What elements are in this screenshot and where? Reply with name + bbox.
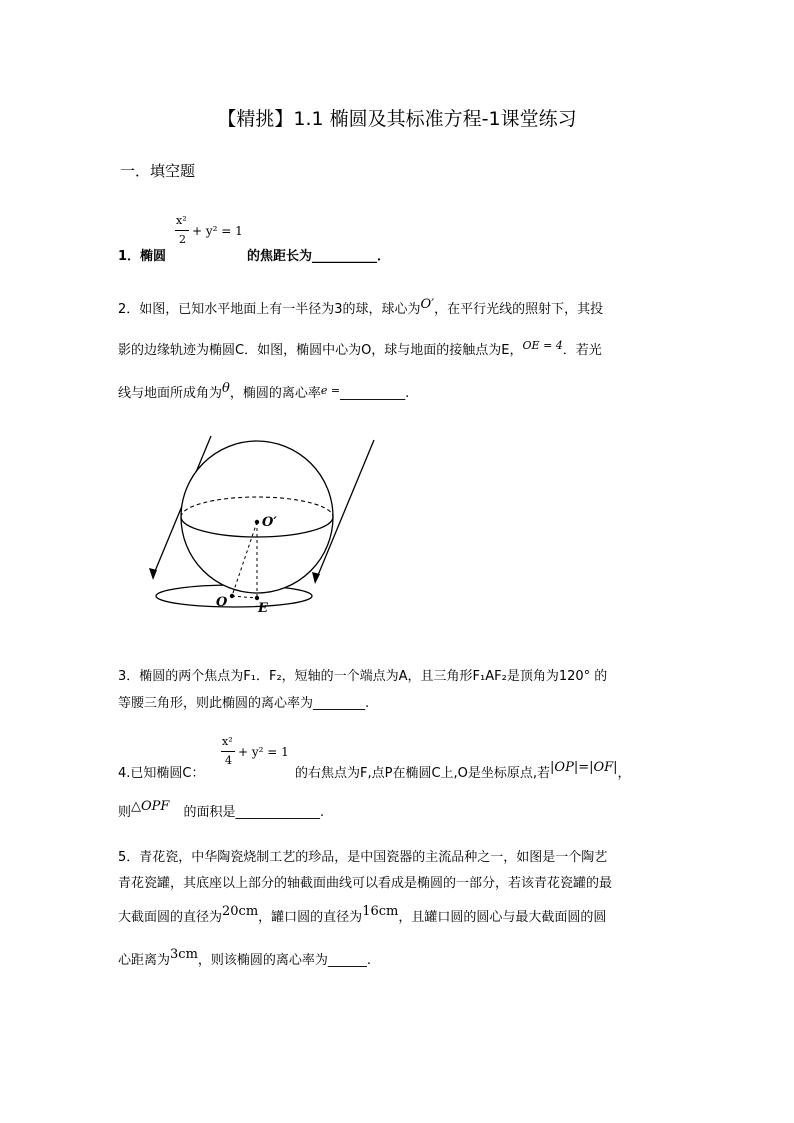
q4-line-2 [118, 801, 324, 820]
page-title: 【精挑】1.1 椭圆及其标准方程-1课堂练习 [217, 108, 577, 130]
q2-text: ，椭圆的离心率 [229, 386, 321, 401]
q5-line-1: 5．青花瓷，中华陶瓷烧制工艺的珍品，是中国瓷器的主流品种之一，如图是一个陶艺 [118, 850, 608, 865]
q5-3cm: 3cm [170, 947, 198, 962]
q2-text: 线与地面所成角为 [118, 386, 223, 401]
q2-e-eq: e = [320, 384, 341, 397]
q2-line-1 [118, 298, 603, 317]
q4-equation-rest: + y² = 1 [238, 745, 289, 759]
q4-text: 的右焦点为F,点P在椭圆C上,O是坐标原点,若 [295, 766, 551, 781]
q5-16cm: 16cm [362, 904, 399, 919]
q3-line-1: 3．椭圆的两个焦点为F₁．F₂，短轴的一个端点为A，且三角形F₁AF₂是顶角为120° 的 [118, 669, 608, 684]
q5-text: ，则该椭圆的离心率为______. [197, 953, 372, 968]
q5-20cm: 20cm [222, 904, 259, 919]
q2-line-3 [118, 382, 409, 401]
o-to-e-line [232, 596, 257, 598]
center-point [255, 520, 259, 524]
q2-text: ．若光 [562, 343, 602, 358]
q4-fraction-bar [221, 751, 235, 752]
right-ray-arrowhead [312, 572, 320, 584]
q4-condition: |OP|=|OF| [550, 760, 618, 775]
q2-text: ，在平行光线的照射下，其投 [434, 302, 604, 317]
section-heading: 一．填空题 [120, 162, 196, 180]
q2-theta: θ [222, 381, 230, 396]
q5-text: ，且罐口圆的圆心与最大截面圆的圆 [398, 910, 607, 925]
q1-denominator: 2 [179, 233, 186, 246]
q2-text: __________. [340, 386, 410, 401]
q5-line-2: 青花瓷罐，其底座以上部分的轴截面曲线可以看成是椭圆的一部分，若该青花瓷罐的最 [118, 876, 613, 891]
point-o [230, 594, 234, 598]
q1-tail: 的焦距长为__________． [247, 249, 391, 264]
q2-text: 2．如图，已知水平地面上有一半径为3的球，球心为 [118, 302, 421, 317]
q4-line-1-rest [295, 762, 631, 781]
q5-text: ，罐口圆的直径为 [258, 910, 363, 925]
left-ray-arrowhead [149, 568, 157, 580]
q2-o-prime: O′ [420, 297, 435, 312]
label-e: E [258, 601, 268, 616]
q1-numerator: x² [176, 214, 187, 227]
sphere-shadow-figure [120, 430, 390, 620]
label-center: O′ [262, 515, 277, 530]
q2-oe-eq: OE = 4 [522, 339, 563, 352]
q4-text: 则 [118, 805, 132, 820]
q4-text: ， [617, 766, 631, 781]
q1-fraction-bar [175, 230, 189, 231]
q2-line-2 [118, 339, 602, 358]
point-e [255, 596, 259, 600]
q1-equation-rest: + y² = 1 [192, 224, 243, 238]
q4-denominator: 4 [225, 754, 232, 767]
q4-numerator: x² [222, 735, 233, 748]
q3-line-2: 等腰三角形，则此椭圆的离心率为________. [118, 696, 370, 711]
q4-triangle: △OPF [131, 799, 170, 814]
q5-line-3 [118, 906, 606, 925]
q5-line-4 [118, 949, 371, 968]
q4-lead: 4.已知椭圆C： [118, 766, 205, 781]
q5-text: 心距离为 [118, 953, 171, 968]
q2-text: 影的边缘轨迹为椭圆C．如图，椭圆中心为O，球与地面的接触点为E， [118, 343, 523, 358]
q4-text: 的面积是_____________. [183, 805, 325, 820]
label-o: O [216, 595, 228, 610]
q5-text: 大截面圆的直径为 [118, 910, 223, 925]
q1-lead: 1．椭圆 [118, 249, 167, 264]
